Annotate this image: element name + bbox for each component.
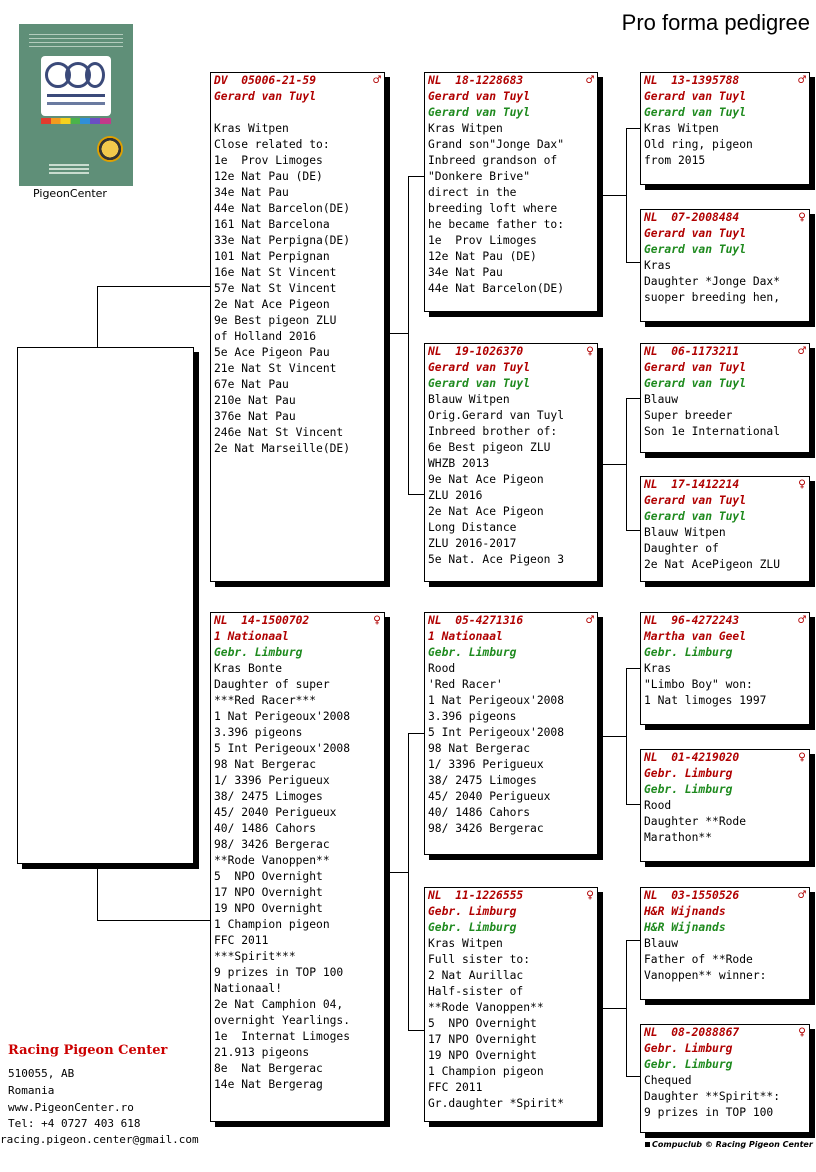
info-line: 5e Ace Pigeon Pau <box>214 346 330 359</box>
info-line: Grand son"Jonge Dax" <box>428 138 565 151</box>
info-line: 1 Nat Perigeoux'2008 <box>428 694 565 707</box>
owner-line: 1 Nationaal <box>428 630 503 643</box>
info-line: 2e Nat AcePigeon ZLU <box>644 558 781 571</box>
info-line: overnight Yearlings. <box>214 1014 351 1027</box>
ring-number: NL 18-1228683 <box>428 74 524 87</box>
ring-number-header <box>644 344 806 360</box>
ring-number: NL 06-1173211 <box>644 345 740 358</box>
ring-number-header <box>428 613 594 629</box>
female-icon: ♀ <box>373 613 381 628</box>
info-line: 2e Nat Ace Pigeon <box>214 298 330 311</box>
info-line: 45/ 2040 Perigueux <box>428 790 551 803</box>
female-icon: ♀ <box>798 210 806 225</box>
info-line: 44e Nat Barcelon(DE) <box>428 282 565 295</box>
dam-dam-box <box>424 887 598 1122</box>
ring-number-header <box>644 73 806 89</box>
info-line: 8e Nat Bergerac <box>214 1062 323 1075</box>
owner-line: Gerard van Tuyl <box>644 227 747 240</box>
address-line: 510055, AB <box>8 1067 75 1080</box>
info-line: 16e Nat St Vincent <box>214 266 337 279</box>
male-icon: ♂ <box>798 613 806 628</box>
info-line: suoper breeding hen, <box>644 291 781 304</box>
info-line: Kras Bonte <box>214 662 283 675</box>
breeder-line: Gebr. Limburg <box>644 1058 733 1071</box>
breeder-line: Gebr. Limburg <box>644 646 733 659</box>
info-line: 210e Nat Pau <box>214 394 296 407</box>
info-line: 33e Nat Perpigna(DE) <box>214 234 351 247</box>
info-line: Vanoppen** winner: <box>644 969 767 982</box>
info-line: Daughter of <box>644 542 719 555</box>
owner-line: Gerard van Tuyl <box>214 90 317 103</box>
info-line: 38/ 2475 Limoges <box>428 774 537 787</box>
info-line: 2e Nat Marseille(DE) <box>214 442 351 455</box>
website-line: www.PigeonCenter.ro <box>8 1101 134 1114</box>
award-seal-icon <box>97 136 123 162</box>
info-line: 246e Nat St Vincent <box>214 426 344 439</box>
subject-pigeon-box <box>17 347 194 864</box>
info-line: 21e Nat St Vincent <box>214 362 337 375</box>
ring-number-header <box>644 888 806 904</box>
info-line: Close related to: <box>214 138 330 151</box>
compuclub-credit: Compuclub © Racing Pigeon Center <box>645 1140 813 1149</box>
info-line: Rood <box>428 662 456 675</box>
sire-box <box>210 72 385 582</box>
info-line: Daughter *Jonge Dax* <box>644 275 781 288</box>
ring-number-header <box>644 477 806 493</box>
info-line: Blauw <box>644 393 679 406</box>
company-name: Racing Pigeon Center <box>8 1043 168 1058</box>
ring-number-header <box>644 613 806 629</box>
info-line: 38/ 2475 Limoges <box>214 790 323 803</box>
breeder-line: Gerard van Tuyl <box>428 106 531 119</box>
info-line: Kras Witpen <box>428 122 503 135</box>
info-line: breeding loft where <box>428 202 558 215</box>
male-icon: ♂ <box>373 73 381 88</box>
info-line: ***Spirit*** <box>214 950 296 963</box>
owner-line: H&R Wijnands <box>644 905 726 918</box>
info-line: he became father to: <box>428 218 565 231</box>
owner-line: Gebr. Limburg <box>428 905 517 918</box>
ring-number-header <box>428 73 594 89</box>
info-line: 2e Nat Ace Pigeon <box>428 505 544 518</box>
owner-line: Gebr. Limburg <box>644 1042 733 1055</box>
info-line: 40/ 1486 Cahors <box>428 806 531 819</box>
breeder-line: Gebr. Limburg <box>214 646 303 659</box>
info-line: 34e Nat Pau <box>428 266 503 279</box>
male-icon: ♂ <box>798 888 806 903</box>
info-line: Inbreed grandson of <box>428 154 558 167</box>
info-line: 12e Nat Pau (DE) <box>214 170 323 183</box>
info-line: Blauw Witpen <box>428 393 510 406</box>
dam-sire-box <box>424 612 598 855</box>
info-line: 6e Best pigeon ZLU <box>428 441 551 454</box>
ring-number: NL 19-1026370 <box>428 345 524 358</box>
info-line: 5 NPO Overnight <box>214 870 323 883</box>
breeder-line: H&R Wijnands <box>644 921 726 934</box>
dam-dam-sire-box <box>640 887 810 1000</box>
breeder-line: Gerard van Tuyl <box>644 106 747 119</box>
info-line: Half-sister of <box>428 985 524 998</box>
info-line: Son 1e International <box>644 425 781 438</box>
female-icon: ♀ <box>798 750 806 765</box>
female-icon: ♀ <box>586 344 594 359</box>
ring-number-header <box>214 613 381 629</box>
info-line: Daughter **Spirit**: <box>644 1090 781 1103</box>
info-line: 12e Nat Pau (DE) <box>428 250 537 263</box>
info-line: 3.396 pigeons <box>428 710 517 723</box>
info-line: Full sister to: <box>428 953 531 966</box>
dam-box <box>210 612 385 1122</box>
info-line: 2 Nat Aurillac <box>428 969 524 982</box>
ring-number: NL 07-2008484 <box>644 211 740 224</box>
owner-line: Gebr. Limburg <box>644 767 733 780</box>
ring-number: NL 14-1500702 <box>214 614 310 627</box>
female-icon: ♀ <box>798 477 806 492</box>
sire-sire-dam-box <box>640 209 810 322</box>
info-line: WHZB 2013 <box>428 457 490 470</box>
ring-number: NL 01-4219020 <box>644 751 740 764</box>
info-line: 98 Nat Bergerac <box>214 758 317 771</box>
female-icon: ♀ <box>586 888 594 903</box>
sire-dam-dam-box <box>640 476 810 582</box>
info-line: 5 Int Perigeoux'2008 <box>428 726 565 739</box>
info-line: Super breeder <box>644 409 733 422</box>
info-line: 21.913 pigeons <box>214 1046 310 1059</box>
breeder-line: Gebr. Limburg <box>644 783 733 796</box>
info-line: "Limbo Boy" won: <box>644 678 753 691</box>
phone-line: Tel: +4 0727 403 618 <box>8 1117 141 1130</box>
info-line: 3.396 pigeons <box>214 726 303 739</box>
info-line: 45/ 2040 Perigueux <box>214 806 337 819</box>
info-line: 5 NPO Overnight <box>428 1017 537 1030</box>
dam-sire-sire-box <box>640 612 810 725</box>
info-line: Old ring, pigeon <box>644 138 753 151</box>
info-line: from 2015 <box>644 154 706 167</box>
info-line: ***Red Racer*** <box>214 694 317 707</box>
info-line: Orig.Gerard van Tuyl <box>428 409 565 422</box>
info-line: 1e Prov Limoges <box>214 154 323 167</box>
female-icon: ♀ <box>798 1025 806 1040</box>
info-line: 17 NPO Overnight <box>428 1033 537 1046</box>
info-line: 5e Nat. Ace Pigeon 3 <box>428 553 565 566</box>
info-line: 67e Nat Pau <box>214 378 289 391</box>
ring-number: NL 03-1550526 <box>644 889 740 902</box>
info-line: 19 NPO Overnight <box>214 902 323 915</box>
info-line: Nationaal! <box>214 982 283 995</box>
info-line: Kras <box>644 259 672 272</box>
breeder-line: Gerard van Tuyl <box>644 243 747 256</box>
info-line: ZLU 2016-2017 <box>428 537 517 550</box>
info-line: Inbreed brother of: <box>428 425 558 438</box>
dam-dam-dam-box <box>640 1024 810 1133</box>
info-line: 'Red Racer' <box>428 678 503 691</box>
breeder-line: Gebr. Limburg <box>428 646 517 659</box>
info-line: Kras Witpen <box>214 122 289 135</box>
owner-line: 1 Nationaal <box>214 630 289 643</box>
logo-caption: PigeonCenter <box>33 187 107 200</box>
info-line: Kras <box>644 662 672 675</box>
info-line: 9e Nat Ace Pigeon <box>428 473 544 486</box>
info-line: 1 Nat Perigeoux'2008 <box>214 710 351 723</box>
sire-dam-sire-box <box>640 343 810 453</box>
ring-number-header <box>644 750 806 766</box>
info-line: 2e Nat Camphion 04, <box>214 998 344 1011</box>
owner-line: Gerard van Tuyl <box>644 90 747 103</box>
info-line: 1e Internat Limoges <box>214 1030 351 1043</box>
ring-number: NL 96-4272243 <box>644 614 740 627</box>
breeder-line: Gebr. Limburg <box>428 921 517 934</box>
info-line: 101 Nat Perpignan <box>214 250 330 263</box>
info-line: 98 Nat Bergerac <box>428 742 531 755</box>
ring-number: NL 08-2088867 <box>644 1026 740 1039</box>
info-line: ZLU 2016 <box>428 489 483 502</box>
info-line: Rood <box>644 799 672 812</box>
info-line: 1 Nat limoges 1997 <box>644 694 767 707</box>
info-line: Daughter of super <box>214 678 330 691</box>
male-icon: ♂ <box>586 73 594 88</box>
male-icon: ♂ <box>798 344 806 359</box>
info-line: Blauw Witpen <box>644 526 726 539</box>
ring-number: DV 05006-21-59 <box>214 74 317 87</box>
info-line: of Holland 2016 <box>214 330 317 343</box>
page-title: Pro forma pedigree <box>621 10 810 35</box>
ring-number-header <box>428 888 594 904</box>
ring-number-header <box>644 210 806 226</box>
info-line: FFC 2011 <box>428 1081 483 1094</box>
email-line: racing.pigeon.center@gmail.com <box>0 1133 199 1146</box>
breeder-line: Gerard van Tuyl <box>644 510 747 523</box>
info-line: "Donkere Brive" <box>428 170 531 183</box>
info-line: 9e Best pigeon ZLU <box>214 314 337 327</box>
info-line: 44e Nat Barcelon(DE) <box>214 202 351 215</box>
info-line: 34e Nat Pau <box>214 186 289 199</box>
info-line: 17 NPO Overnight <box>214 886 323 899</box>
ring-number-header <box>214 73 381 89</box>
info-line: 57e Nat St Vincent <box>214 282 337 295</box>
info-line: 9 prizes in TOP 100 <box>644 1106 774 1119</box>
info-line: 1 Champion pigeon <box>428 1065 544 1078</box>
ring-number: NL 13-1395788 <box>644 74 740 87</box>
info-line: 98/ 3426 Bergerac <box>428 822 544 835</box>
info-line: FFC 2011 <box>214 934 269 947</box>
male-icon: ♂ <box>586 613 594 628</box>
owner-line: Martha van Geel <box>644 630 747 643</box>
male-icon: ♂ <box>798 73 806 88</box>
owner-line: Gerard van Tuyl <box>644 361 747 374</box>
info-line: 9 prizes in TOP 100 <box>214 966 344 979</box>
owner-line: Gerard van Tuyl <box>644 494 747 507</box>
info-line: **Rode Vanoppen** <box>214 854 330 867</box>
info-line: Kras Witpen <box>644 122 719 135</box>
info-line: 376e Nat Pau <box>214 410 296 423</box>
dam-sire-dam-box <box>640 749 810 862</box>
country-line: Romania <box>8 1084 55 1097</box>
info-line: Chequed <box>644 1074 692 1087</box>
info-line: Marathon** <box>644 831 713 844</box>
info-line: 1/ 3396 Perigueux <box>428 758 544 771</box>
ring-number-header <box>644 1025 806 1041</box>
info-line: Long Distance <box>428 521 517 534</box>
info-line: 5 Int Perigeoux'2008 <box>214 742 351 755</box>
sire-sire-sire-box <box>640 72 810 185</box>
pigeoncenter-logo <box>19 24 133 186</box>
sire-sire-box <box>424 72 598 312</box>
info-line: 1 Champion pigeon <box>214 918 330 931</box>
info-line: 1e Prov Limoges <box>428 234 537 247</box>
info-line: Daughter **Rode <box>644 815 747 828</box>
info-line: Father of **Rode <box>644 953 753 966</box>
ring-number-header <box>428 344 594 360</box>
info-line: 161 Nat Barcelona <box>214 218 330 231</box>
info-line: 40/ 1486 Cahors <box>214 822 317 835</box>
info-line: Gr.daughter *Spirit* <box>428 1097 565 1110</box>
owner-line: Gerard van Tuyl <box>428 361 531 374</box>
info-line <box>214 105 381 121</box>
info-line: 98/ 3426 Bergerac <box>214 838 330 851</box>
info-line: Blauw <box>644 937 679 950</box>
owner-line: Gerard van Tuyl <box>428 90 531 103</box>
ring-number: NL 11-1226555 <box>428 889 524 902</box>
ring-number: NL 05-4271316 <box>428 614 524 627</box>
sire-dam-box <box>424 343 598 582</box>
info-line: **Rode Vanoppen** <box>428 1001 544 1014</box>
breeder-line: Gerard van Tuyl <box>428 377 531 390</box>
info-line: direct in the <box>428 186 517 199</box>
info-line: 19 NPO Overnight <box>428 1049 537 1062</box>
info-line: Kras Witpen <box>428 937 503 950</box>
info-line: 14e Nat Bergerag <box>214 1078 323 1091</box>
info-line: 1/ 3396 Perigueux <box>214 774 330 787</box>
ring-number: NL 17-1412214 <box>644 478 740 491</box>
breeder-line: Gerard van Tuyl <box>644 377 747 390</box>
